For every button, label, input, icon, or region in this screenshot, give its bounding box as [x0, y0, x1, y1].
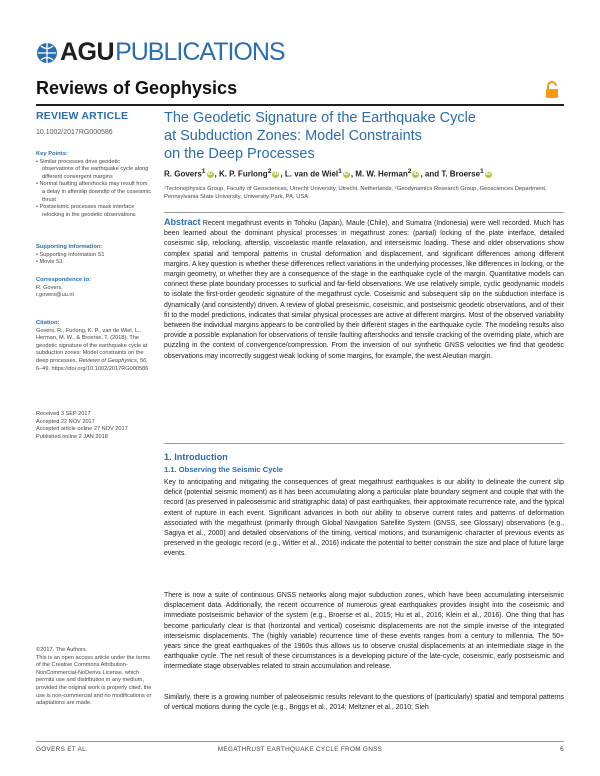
footer-running-title: MEGATHRUST EARTHQUAKE CYCLE FROM GNSS [217, 746, 383, 753]
article-title: The Geodetic Signature of the Earthquake Cycle at Subduction Zones: Model Constraints on the Deep Processes [164, 110, 476, 162]
correspondence-heading: Correspondence to: [36, 277, 92, 283]
copyright: ©2017. The Authors. [36, 647, 88, 653]
abstract [164, 217, 564, 362]
citation-journal: Reviews of Geophysics, 56, [78, 357, 148, 364]
author-name: K. P. Furlong [218, 169, 268, 179]
subsection-heading: 1.1. Observing the Seismic Cycle [164, 465, 284, 474]
affiliations: ¹Tectonophysics Group, Faculty of Geosciences, Utrecht University, Utrecht, Netherlands, ²Geodynamics Research Group, Geosciences Department, Pennsylvania State University, University Park, PA, USA [164, 186, 547, 200]
author-list: R. Govers$^1$ iD , K. P. Furlong$^2$ iD , L. van de Wiel$^1$ iD , M. W. Herman$^2$ iD , and T. Broerse$^1$ iD [164, 168, 491, 179]
citation-heading: Citation: [36, 320, 60, 326]
orcid-icon[interactable]: iD [273, 171, 279, 178]
orcid-icon[interactable]: iD [207, 171, 213, 178]
globe-icon [36, 42, 58, 64]
supporting-info-heading: Supporting Information: [36, 244, 103, 250]
agu-publications-logo [36, 38, 285, 67]
supporting-info-link[interactable]: • Supporting Information S1 [36, 252, 152, 260]
page-number: 6 [560, 746, 564, 753]
journal-title[interactable]: Reviews of Geophysics [36, 78, 238, 98]
date-online: Accepted article online 27 NOV 2017 [36, 426, 128, 433]
body-paragraph: There is now a suite of continuous GNSS networks along major subduction zones, which have been accumulating interseismic displacement data. Additionally, the recent occurrence of numerous great earthquakes provides insight into the coseismic and immediate postseismic behavior of the system (e.g., Broerse et al., 2015; Hu et al., 2016; Klein et al., 2016). One thing that has become particularly clear is that (horizontal and vertical) coseismic displacements are not the simple inverse of the integrated interseismic displacements. The (highly variable) recurrence time of these events ranges from a century to millennia. The 50+ years since the great earthquakes of the 1960s thus allows us to observe crustal displacements at an intermediate stage in the earthquake cycle. The net result of these circumstances is a developing picture of the late-cycle, coseismic, early postseismic and intermediate stage observables related to strain accumulation and release. [164, 592, 564, 671]
author-name: R. Govers [164, 169, 202, 179]
orcid-icon[interactable]: iD [485, 171, 491, 178]
license-text: This is an open access article under the terms of the Creative Commons Attribution-NonCommercial-NoDerivs License, which permits use and distribution in any medium, provided the original work is properly cited, the use is non-commercial and no modifications or adaptations are made. [36, 654, 152, 707]
body-paragraph: Key to anticipating and mitigating the consequences of great megathrust earthquakes is our ability to delineate the current slip deficit (potential seismic moment) as it has been accumulating along a particular plate boundary segment and couple that with the record (as preserved in paleoseismic and stratigraphic data) of past earthquakes, their approximate recurrence rate, and the typical extent of rupture in each event. Significant advances in both our ability to observe current rates and patterns of deformation associated with the megathrust (primarily through Global Navigation Satellite System (GNSS, see Glossary) observations (e.g., Sagiya et al., 2000) and detailed observations of the timing, vertical motions, and tsunamigenic character of previous events as preserved in the geologic record (e.g., Witter et al., 2016) indicate the potential to better constrain the size and place of future large events. [164, 479, 564, 558]
abstract-text: Recent megathrust events in Tohoku (Japan), Maule (Chile), and Sumatra (Indonesia) were well recorded. Much has been learned about the dominant physical processes in megathrust zones: (partial) locking of the plate interface, detailed coseismic slip, relocking, afterslip, viscoelastic mantle relaxation, and interseismic loading. These and older observations show complex spatial and temporal patterns in crustal deformation and displacement, and significant differences among different margins. A key question is whether these differences reflect variations in the underlying processes, like differences in locking, or the margin geometry, or whether they are a consequence of the stage in the earthquake cycle of the margin. Quantitative models can connect these plate boundary processes to surficial and far-field observations. We use relatively simple, cyclic geodynamic models to isolate the first-order geodetic signature of the megathrust cycle. Coseismic and subsequent slip on the subduction interface is dynamically (and consistently) driven. A review of global preseismic, coseismic, and postseismic geodetic observations, and of their fit to the model predictions, indicates that similar physical processes are active at different margins. Most of the observed variability between the individual margins appears to be controlled by their different stages in the earthquake cycle. The modeling results also provide a possible explanation for observations of tensile faulting aftershocks and tensile cracking of the overriding plate, which are puzzling in the context of convergence/compression. From the inversion of our synthetic GNSS velocities we find that geodetic observations may incorrectly suggest weak locking of some margins, for example, the west Aleutian margin. [164, 220, 565, 360]
citation-doi-link[interactable]: 6–49. https://doi.org/10.1002/2017RG000586 [36, 365, 149, 372]
footer-rule [36, 741, 564, 742]
correspondence-name: R. Govers, [36, 284, 63, 291]
dates-block [36, 411, 152, 441]
orcid-icon[interactable]: iD [413, 171, 419, 178]
date-received: Received 3 SEP 2017 [36, 411, 91, 417]
date-published: Published online 2 JAN 2018 [36, 433, 108, 440]
orcid-icon[interactable]: iD [343, 171, 349, 178]
section-heading: 1. Introduction [164, 452, 228, 462]
license-block [36, 647, 152, 708]
correspondence-email[interactable]: r.govers@uu.nl [36, 292, 74, 299]
key-point: • Normal faulting aftershocks may result from a delay in afterslip downdip of the coseismic thrust [36, 181, 152, 204]
brand-publications: PUBLICATIONS [115, 38, 285, 66]
key-points-heading: Key Points: [36, 151, 68, 157]
open-access-lock-icon [544, 81, 560, 99]
supporting-info-link[interactable]: • Movie S1 [36, 259, 152, 267]
author-name: and T. Broerse [424, 169, 481, 179]
body-rule [164, 443, 564, 444]
abstract-label: Abstract [164, 217, 201, 227]
body-paragraph: Similarly, there is a growing number of paleoseismic results relevant to the questions of (particularly) spatial and temporal patterns of vertical motions during the cycle (e.g., Briggs et al., 2014; Meltzner et al., 2010; Sieh [164, 694, 564, 712]
author-name: M. W. Herman [355, 169, 408, 179]
key-point: • Postseismic processes mask interface relocking in the geodetic observations [36, 204, 152, 219]
footer-authors: GOVERS ET AL. [36, 746, 89, 753]
key-point: • Similar processes drive geodetic observations of the earthquake cycle along different convergent margins [36, 159, 152, 182]
brand-agu: AGU [60, 38, 115, 66]
date-accepted: Accepted 22 NOV 2017 [36, 418, 95, 425]
citation-text: Govers, R., Furlong, K. P., van de Wiel, L., Herman, M. W., & Broerse, T. (2018). The geodetic signature of the earthquake cycle at subduction zones: Model constraints on the deep processes. [36, 327, 148, 364]
article-doi[interactable]: 10.1002/2017RG000586 [36, 129, 113, 136]
header-rule [36, 104, 564, 106]
citation-block [36, 320, 152, 373]
key-points-block [36, 151, 152, 219]
article-type: REVIEW ARTICLE [36, 110, 129, 122]
abstract-rule [164, 212, 564, 213]
supporting-info-block [36, 244, 152, 267]
author-name: L. van de Wiel [284, 169, 339, 179]
correspondence-block [36, 277, 152, 300]
